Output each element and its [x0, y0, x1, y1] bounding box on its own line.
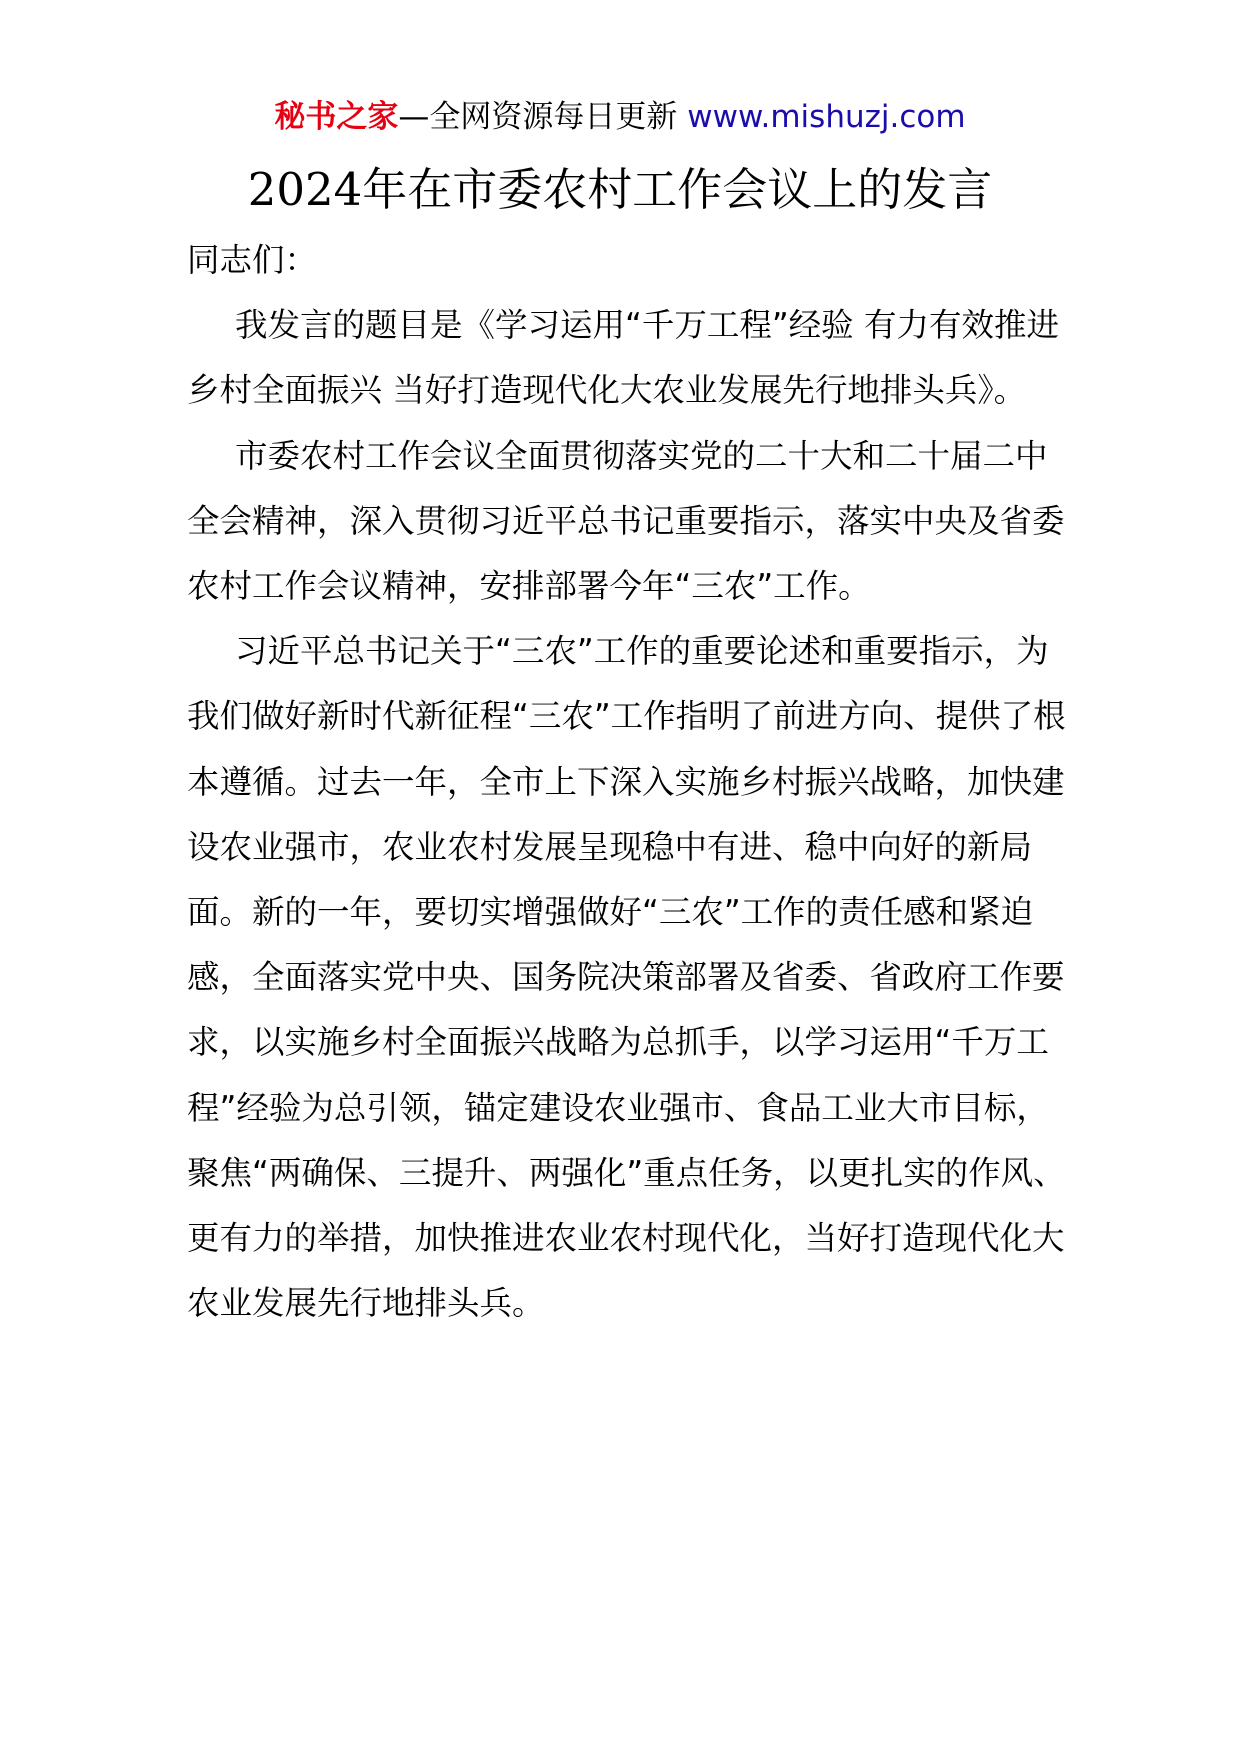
document-title — [0, 160, 1240, 220]
paragraph-meeting-summary: 市委农村工作会议全面贯彻落实党的二十大和二十届二中全会精神，深入贯彻习近平总书记重要指示，落实中央及省委农村工作会议精神，安排部署今年“三农”工作。 — [187, 436, 1065, 606]
paragraph-topic: 我发言的题目是《学习运用“千万工程”经验 有力有效推进乡村全面振兴 当好打造现代化大农业发展先行地排头兵》。 — [187, 306, 1060, 410]
site-slogan: —全网资源每日更新 — [398, 99, 678, 135]
salutation: 同志们： — [187, 241, 318, 279]
site-url-link[interactable]: www.mishuzj.com — [687, 99, 966, 135]
title-year: 2024 — [247, 163, 363, 216]
site-header — [0, 97, 1240, 137]
document-body — [187, 228, 1067, 1336]
title-text: 年在市委农村工作会议上的发言 — [362, 163, 993, 216]
paragraph-main: 习近平总书记关于“三农”工作的重要论述和重要指示，为我们做好新时代新征程“三农”工作指明了前进方向、提供了根本遵循。过去一年，全市上下深入实施乡村振兴战略，加快建设农业强市，农业农村发展呈现稳中有进、稳中向好的新局面。新的一年，要切实增强做好“三农”工作的责任感和紧迫感，全面落实党中央、国务院决策部署及省委、省政府工作要求，以实施乡村全面振兴战略为总抓手，以学习运用“千万工程”经验为总引领，锚定建设农业强市、食品工业大市目标，聚焦“两确保、三提升、两强化”重点任务，以更扎实的作风、更有力的举措，加快推进农业农村现代化，当好打造现代化大农业发展先行地排头兵。 — [187, 632, 1066, 1323]
site-name: 秘书之家 — [274, 99, 399, 135]
